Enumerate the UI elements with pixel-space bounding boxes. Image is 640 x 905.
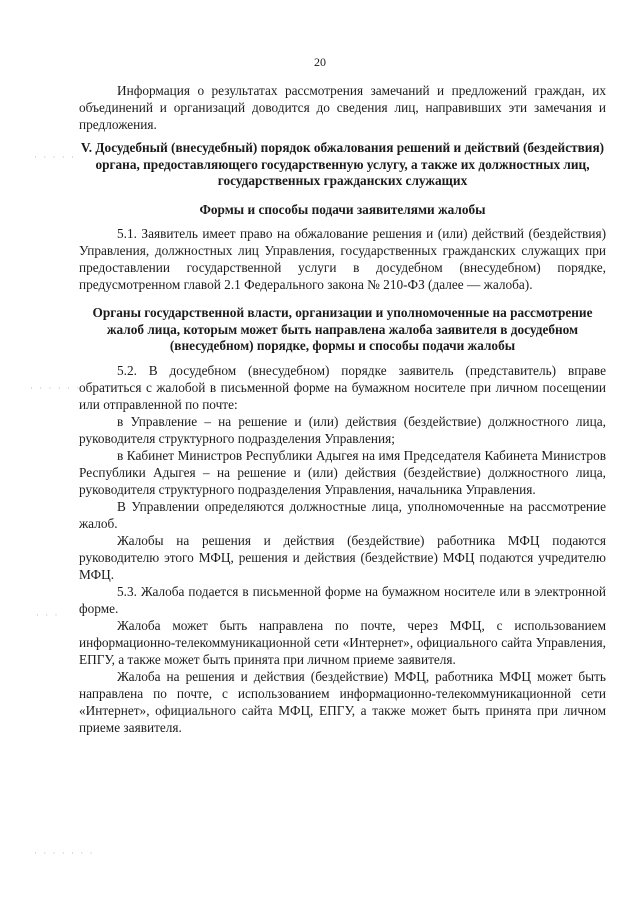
scan-speck: · · · · · · ·: [34, 848, 95, 858]
paragraph: 5.3. Жалоба подается в письменной форме на бумажном носителе или в электронной форме.: [79, 583, 606, 616]
paragraph: В Управлении определяются должностные лица, уполномоченные на рассмотрение жалоб.: [79, 498, 606, 531]
paragraph: 5.2. В досудебном (внесудебном) порядке заявитель (представитель) вправе обратиться с жалобой в письменной форме на бумажном носителе при личном посещении или отправленной по почте:: [79, 362, 606, 412]
paragraph: Жалоба на решения и действия (бездействие) МФЦ, работника МФЦ может быть направлена по почте, с использованием информационно-телекоммуникационной сети «Интернет», официального сайта МФЦ, ЕПГУ, а также может быть принята при личном приеме заявителя.: [79, 668, 606, 735]
scan-speck: · · · · · ·: [30, 383, 82, 393]
page-number: 20: [314, 55, 326, 69]
paragraph: в Управление – на решение и (или) действия (бездействие) должностного лица, руководителя структурного подразделения Управления;: [79, 413, 606, 446]
intro-paragraph: Информация о результатах рассмотрения замечаний и предложений граждан, их объединений и организаций доводится до сведения лиц, направивших эти замечания и предложения.: [79, 83, 606, 132]
paragraph-5-1: 5.1. Заявитель имеет право на обжалование решения и (или) действий (бездействия) Управления, должностных лиц Управления, государственных гражданских служащих при предоставлении государственной услуги в досудебном (внесудебном) порядке, предусмотренном главой 2.1 Федерального закона № 210-ФЗ (далее — жалоба).: [79, 226, 606, 292]
paragraph: в Кабинет Министров Республики Адыгея на имя Председателя Кабинета Министров Республики Адыгея – на решение и (или) действия (бездействие) должностного лица, руководителя структурного подразделения Управления, начальника Управления.: [79, 447, 606, 497]
subheading-forms: Формы и способы подачи заявителями жалобы: [199, 201, 486, 217]
scan-speck: · · ·: [36, 610, 60, 620]
document-body: [79, 82, 606, 736]
subheading-bodies: Органы государственной власти, организации и уполномоченные на рассмотрение жалоб лица, которым может быть направлена жалоба заявителя в досудебном (внесудебном) порядке, формы и способы подачи жалобы: [92, 305, 593, 353]
paragraph: Жалоба может быть направлена по почте, через МФЦ, с использованием информационно-телекоммуникационной сети «Интернет», официального сайта Управления, ЕПГУ, а также может быть принята при личном приеме заявителя.: [79, 617, 606, 667]
paragraph: Жалобы на решения и действия (бездействие) работника МФЦ подаются руководителю этого МФЦ, решения и действия (бездействие) МФЦ подаются учредителю МФЦ.: [79, 532, 606, 582]
section-heading: V. Досудебный (внесудебный) порядок обжалования решений и действий (бездействия) органа, предоставляющего государственную услугу, а также их должностных лиц, государственных гражданских служащих: [80, 140, 605, 188]
scan-speck: · · · · ·: [34, 152, 76, 162]
